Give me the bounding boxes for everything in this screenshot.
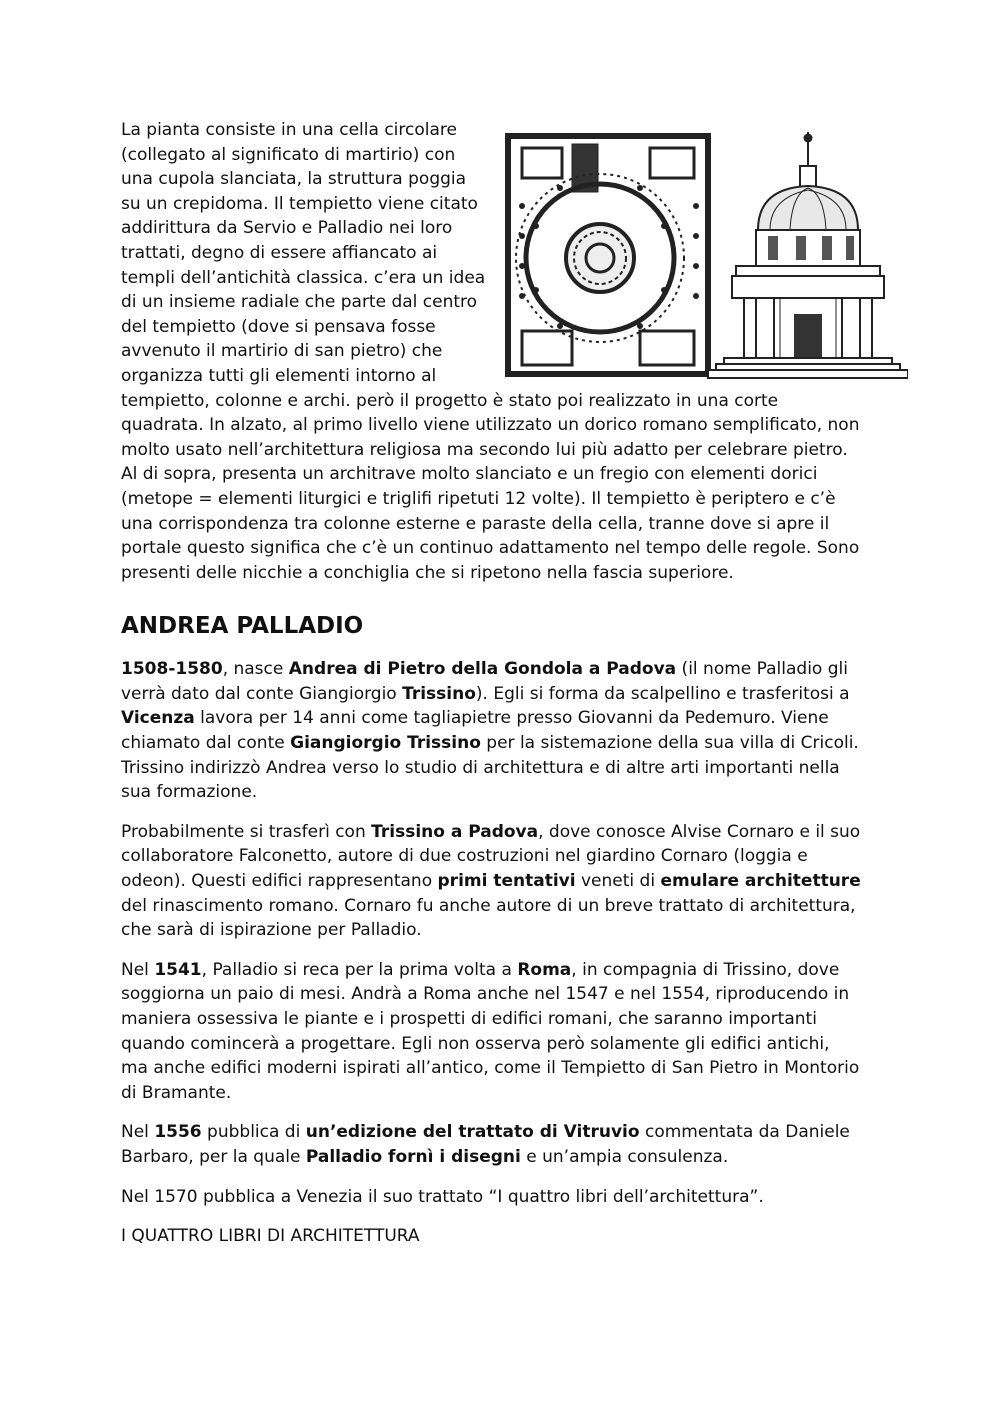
text: e un’ampia consulenza. bbox=[520, 1146, 729, 1167]
document-page bbox=[121, 118, 861, 1264]
text: lavora per 14 anni come tagliapietre presso Giovanni da Pedemuro. Viene chiamato dal conte bbox=[121, 708, 829, 754]
tempietto-elevation-drawing bbox=[708, 132, 908, 378]
text: , nasce bbox=[222, 659, 289, 680]
paragraph-vitruvio bbox=[121, 1120, 861, 1169]
bold-text: Andrea di Pietro della Gondola a Padova bbox=[288, 659, 677, 680]
bold-text: 1541 bbox=[154, 959, 202, 980]
tempietto-plan-and-elevation-image bbox=[500, 126, 908, 384]
text: pubblica di bbox=[201, 1122, 306, 1143]
paragraph-padova bbox=[121, 820, 861, 943]
text: Nel bbox=[121, 1122, 155, 1143]
text: , in compagnia di Trissino, dove soggiorna un paio di mesi. Andrà a Roma anche nel 1547 e nel 1554, riproducendo in maniera ossessiva le piante e i prospetti di edifici romani, che saranno importanti quando comincerà a progettare. Egli non osserva però solamente gli edifici antichi, ma anche edifici moderni ispirati all’antico, come il Tempietto di San Pietro in Montorio di Bramante. bbox=[121, 959, 860, 1103]
section-heading: ANDREA PALLADIO bbox=[121, 613, 364, 640]
text: ). Egli si forma da scalpellino e trasferitosi a bbox=[475, 683, 850, 704]
text: Probabilmente si trasferì con bbox=[121, 821, 372, 842]
bold-text: Roma bbox=[517, 959, 572, 980]
text: , dove conosce Alvise Cornaro e il suo collaboratore Falconetto, autore di due costruzioni nel giardino Cornaro (loggia e odeon). Questi edifici rappresentano bbox=[121, 821, 861, 892]
bold-text: Trissino a Padova bbox=[371, 821, 539, 842]
text: commentata da Daniele Barbaro, per la quale bbox=[121, 1122, 850, 1167]
paragraph-roma bbox=[121, 958, 861, 1106]
intro-paragraph: La pianta consiste in una cella circolare (collegato al significato di martirio) con una cupola slanciata, la struttura poggia su un crepidoma. Il tempietto viene citato addirittura da Servio e Palladio nei loro trattati, degno di essere affiancato ai templi dell’antichità classica. c’era un idea di un insieme radiale che parte dal centro del tempietto (dove si pensava fosse avvenuto il martirio di san pietro) che organizza tutti gli elementi intorno al tempietto, colonne e archi. però il progetto è stato poi realizzato in una corte quadrata. In alzato, al primo livello viene utilizzato un dorico romano semplificato, non molto usato nell’architettura religiosa ma secondo lui più adatto per celebrare pietro. Al di sopra, presenta un architrave molto slanciato e un fregio con elementi dorici (metope = elementi liturgici e triglifi ripetuti 12 volte). Il tempietto è periptero e c’è una corrispondenza tra colonne esterne e paraste della cella, tranne dove si apre il portale questo significa che c’è un continuo adattamento nel tempo delle regole. Sono presenti delle nicchie a conchiglia che si ripetono nella fascia superiore. bbox=[121, 120, 860, 583]
text: , Palladio si reca per la prima volta a bbox=[201, 959, 518, 980]
bold-text: 1508-1580 bbox=[121, 659, 223, 680]
text: (il nome Palladio gli verrà dato dal conte Giangiorgio bbox=[121, 659, 848, 704]
text: per la sistemazione della sua villa di Cricoli. Trissino indirizzò Andrea verso lo studio di architettura e di altre arti importanti nella sua formazione. bbox=[121, 733, 859, 803]
bold-text: emulare architetture bbox=[660, 871, 861, 892]
bold-text: un’edizione del trattato di Vitruvio bbox=[305, 1122, 640, 1143]
paragraph-trattato: Nel 1570 pubblica a Venezia il suo trattato “I quattro libri dell’architettura”. bbox=[121, 1186, 764, 1207]
bold-text: 1556 bbox=[154, 1122, 202, 1143]
text: veneti di bbox=[575, 871, 661, 892]
bold-text: Palladio fornì i disegni bbox=[305, 1146, 521, 1167]
paragraph-biography bbox=[121, 657, 861, 805]
text: del rinascimento romano. Cornaro fu anche autore di un breve trattato di architettura, che sarà di ispirazione per Palladio. bbox=[121, 895, 856, 941]
bold-text: Trissino bbox=[402, 683, 476, 704]
bold-text: Giangiorgio Trissino bbox=[290, 733, 481, 754]
bold-text: primi tentativi bbox=[437, 871, 576, 892]
bold-text: Vicenza bbox=[121, 708, 195, 729]
tempietto-drawings bbox=[500, 126, 908, 384]
text: Nel bbox=[121, 959, 155, 980]
subheading-quattro-libri: I QUATTRO LIBRI DI ARCHITETTURA bbox=[121, 1226, 420, 1247]
tempietto-plan-drawing bbox=[508, 136, 708, 374]
